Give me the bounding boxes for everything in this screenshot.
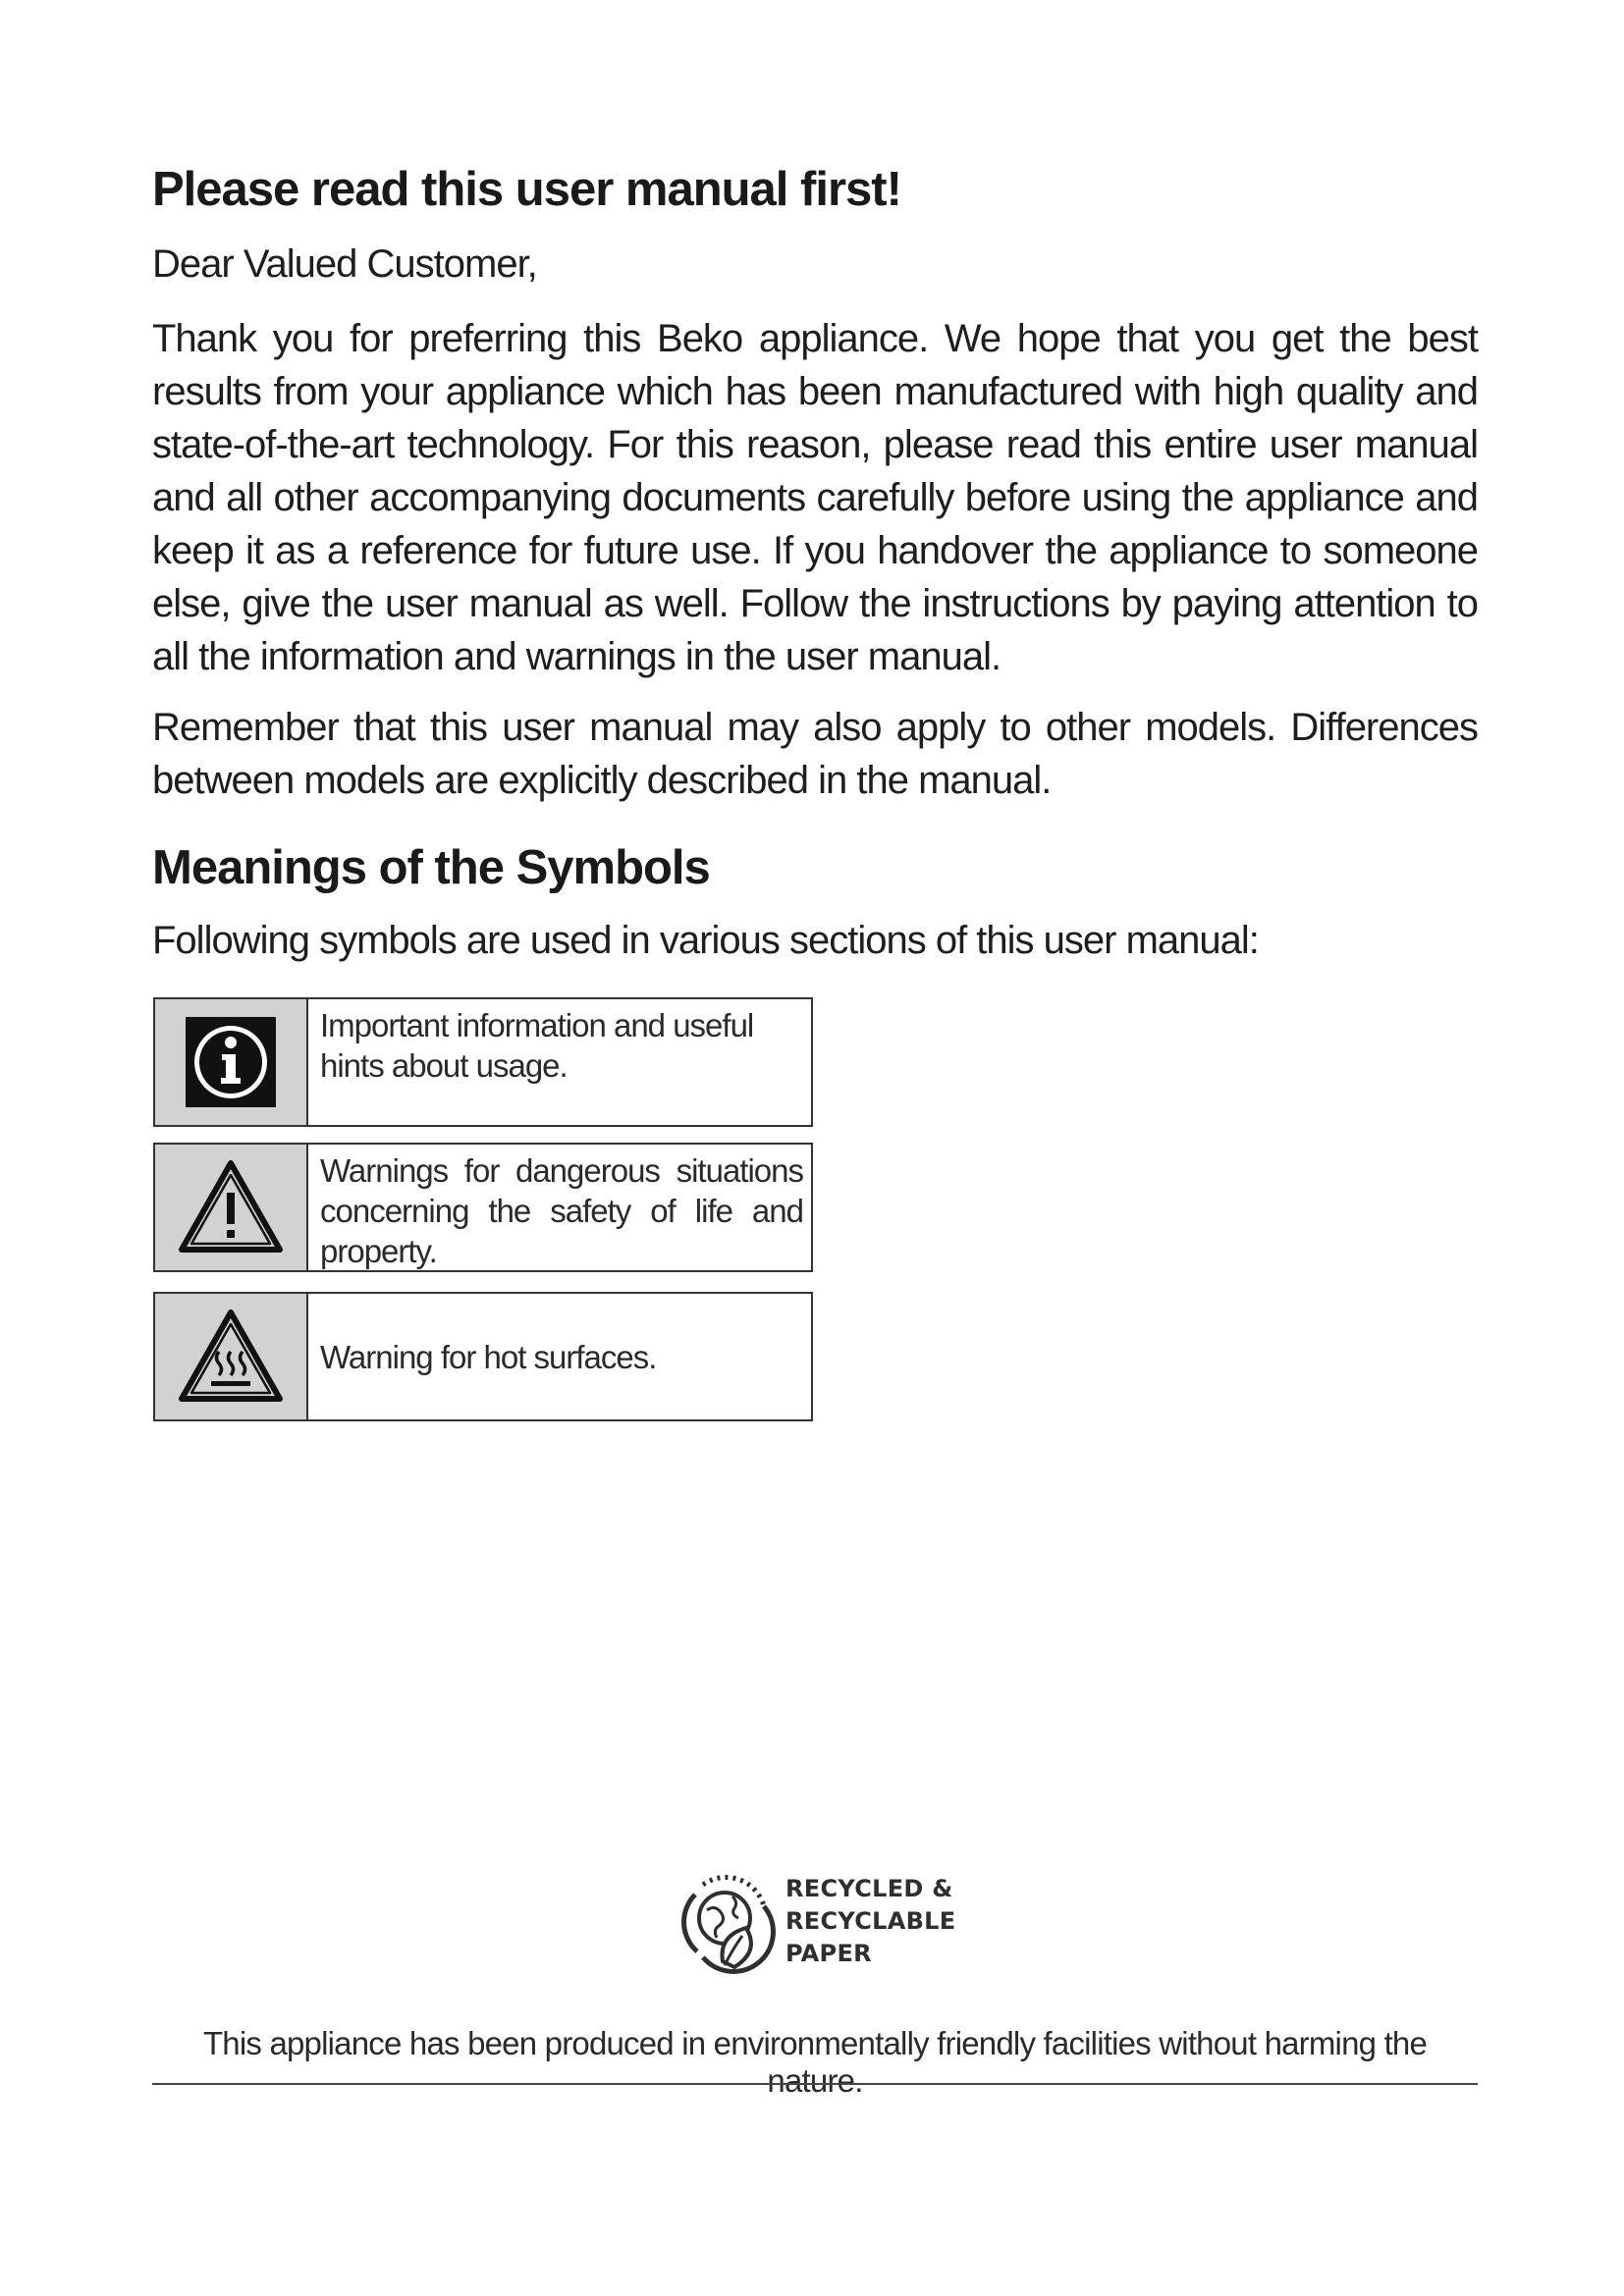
hot-surface-icon [176, 1307, 286, 1407]
recycled-paper-icon [674, 1867, 776, 1975]
info-icon-cell [155, 999, 308, 1125]
symbol-row-info [153, 997, 813, 1127]
logo-text-line: RECYCLED & [785, 1874, 953, 1902]
symbol-row-hot-surface [153, 1292, 813, 1421]
logo-text-line: PAPER [785, 1939, 872, 1967]
warning-icon-cell [155, 1145, 308, 1270]
info-icon [184, 1015, 278, 1109]
symbol-description: Warnings for dangerous situations concerning the safety of life and property. [320, 1152, 803, 1269]
page-title: Please read this user manual first! [152, 163, 901, 216]
recycled-paper-logo [674, 1867, 955, 1975]
symbols-intro: Following symbols are used in various sections of this user manual: [152, 919, 1259, 962]
logo-text [785, 1873, 955, 1970]
logo-text-line: RECYCLABLE [785, 1906, 956, 1935]
warning-icon [176, 1157, 286, 1257]
environment-note: This appliance has been produced in environmentally friendly facilities without harming the nature. [202, 2025, 1428, 2099]
models-paragraph: Remember that this user manual may also apply to other models. Differences between models are explicitly described in the manual. [152, 706, 1478, 802]
intro-paragraph: Thank you for preferring this Beko appliance. We hope that you get the best results from your appliance which has been manufactured with high quality and state-of-the-art technology. For this reason, please read this entire user manual and all other accompanying documents carefully before using the appliance and keep it as a reference for future use. If you handover the appliance to someone else, give the user manual as well. Follow the instructions by paying attention to all the information and warnings in the user manual. [152, 317, 1478, 678]
symbols-heading: Meanings of the Symbols [152, 841, 710, 894]
symbol-description: Important information and useful hints about usage. [320, 1007, 754, 1084]
footer-divider [152, 2083, 1478, 2085]
hot-surface-icon-cell [155, 1294, 308, 1419]
greeting: Dear Valued Customer, [152, 242, 537, 286]
symbol-description: Warning for hot surfaces. [320, 1338, 657, 1375]
symbol-row-warning [153, 1143, 813, 1272]
